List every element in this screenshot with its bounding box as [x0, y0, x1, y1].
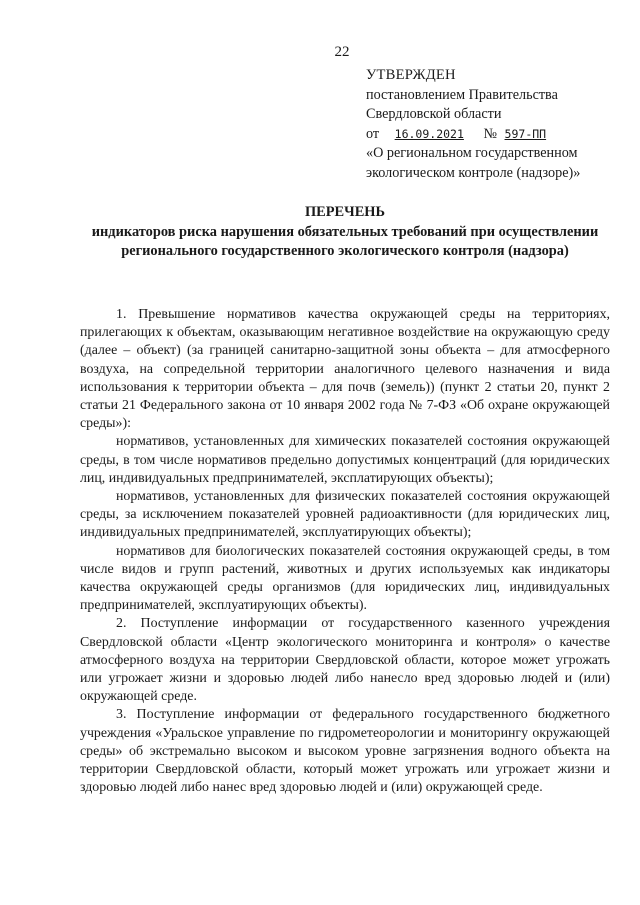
paragraph: нормативов, установленных для химических показателей состояния окружающей среды, в том числе нормативов предельно допустимых концентраций (для юридических лиц, индивидуальных предпринимателей, эксплатирующих объекты); [80, 434, 610, 486]
number-label: № [483, 125, 497, 142]
paragraph: нормативов для биологических показателей состояния окружающей среды, в том числе видов и групп растений, животных и других используемых как индикаторы качества окружающей среды организмов (для юридических лиц, индивидуальных предпринимателей, эксплуатирующих объекты). [80, 543, 610, 614]
approval-number: 597-ПП [504, 126, 547, 141]
paragraph: 2. Поступление информации от государственного казенного учреждения Свердловской области «Центр экологического мониторинга и контроля» о качестве атмосферного воздуха на территории Свердловской области, которое может угрожать или угрожает жизни и здоровью людей либо нанесло вред здоровью людей и (или) окружающей среде. [80, 616, 610, 705]
paragraph: нормативов, установленных для физических показателей состояния окружающей среды, за исключением показателей уровней радиоактивности (для юридических лиц, индивидуальных предпринимателей, эксплуатирующих объекты); [80, 489, 610, 541]
from-label: от [366, 125, 380, 142]
title-heading: ПЕРЕЧЕНЬ [304, 204, 386, 220]
approval-date: 16.09.2021 [394, 126, 464, 141]
approval-block [366, 66, 628, 183]
approval-line-2: Свердловской области [366, 106, 502, 122]
title-subtitle: индикаторов риска нарушения обязательных требований при осуществлении регионального государственного экологического контроля (надзора) [91, 223, 599, 259]
approval-date-line [366, 125, 628, 145]
page-number: 22 [334, 44, 350, 60]
paragraph: 3. Поступление информации от федерального государственного бюджетного учреждения «Уральское управление по гидрометеорологии и мониторингу окружающей среды» об экстремально высоком и высоком уровне загрязнения водного объекта на территории Свердловской области, который может угрожать или угрожает жизни и здоровью людей либо нанес вред здоровью людей и (или) окружающей среде. [80, 707, 610, 796]
approval-line-1: постановлением Правительства [366, 86, 558, 103]
paragraph: 1. Превышение нормативов качества окружающей среды на территориях, прилегающих к объектам, оказывающим негативное воздействие на окружающую среду (далее – объект) (за границей санитарно-защитной зоны объекта – для атмосферного воздуха, на сопредельной территории аналогичного целевого назначения и вида использования к территории объекта – для почв (земель)) (пункт 2 статьи 20, пункт 2 статьи 21 Федерального закона от 10 января 2002 года № 7-ФЗ «Об охране окружающей среды»): [80, 307, 610, 432]
document-body [80, 306, 610, 797]
approval-title: «О региональном государственном экологическом контроле (надзоре)» [366, 145, 581, 181]
document-title [80, 203, 610, 260]
approval-stamp: УТВЕРЖДЕН [366, 67, 456, 83]
